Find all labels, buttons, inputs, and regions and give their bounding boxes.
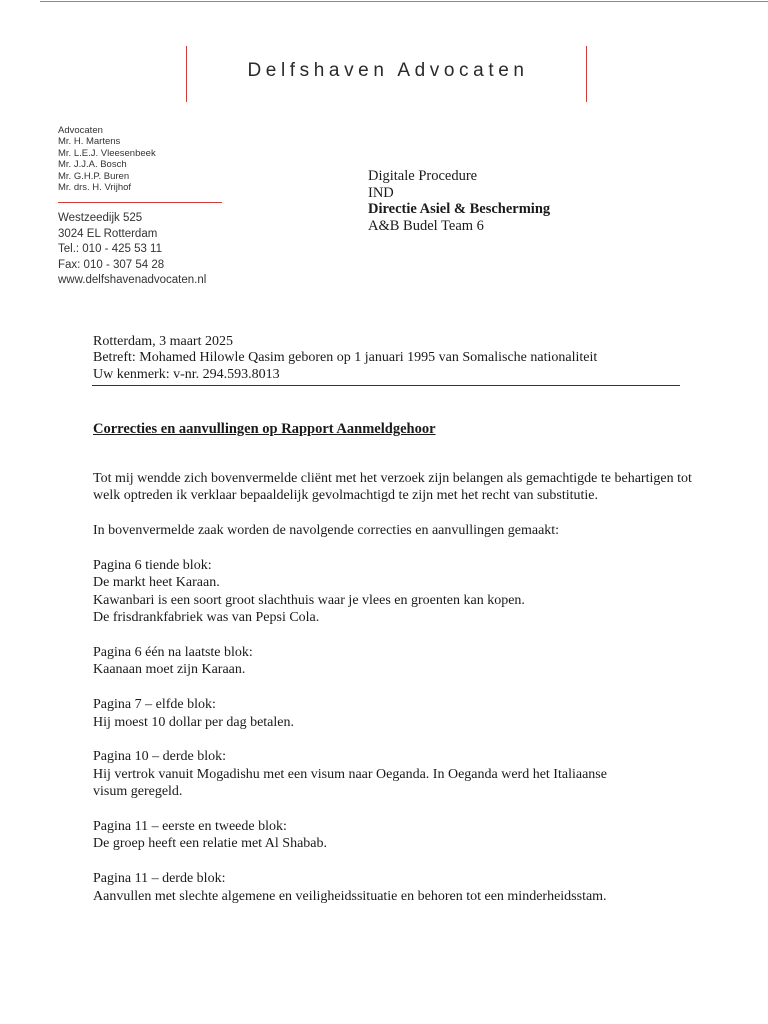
letter-heading: Correcties en aanvullingen op Rapport Aanmeldgehoor bbox=[93, 421, 436, 437]
correction-title: Pagina 6 tiende blok: bbox=[93, 558, 212, 573]
letter-meta bbox=[93, 334, 597, 383]
correction-line: Hij moest 10 dollar per dag betalen. bbox=[93, 714, 294, 730]
scan-edge-line bbox=[40, 1, 768, 2]
recipient-department: Directie Asiel & Bescherming bbox=[368, 201, 551, 218]
recipient-line: Digitale Procedure bbox=[368, 168, 478, 184]
correction-line: visum geregeld. bbox=[93, 784, 183, 800]
correction-block bbox=[93, 748, 693, 800]
phone-number: Tel.: 010 - 425 53 11 bbox=[58, 243, 162, 255]
correction-line: De groep heeft een relatie met Al Shabab. bbox=[93, 836, 328, 852]
correction-title: Pagina 7 – elfde blok: bbox=[93, 697, 216, 713]
partner-line: Advocaten bbox=[58, 125, 103, 136]
correction-line: Kawanbari is een soort groot slachthuis waar je vlees en groenten kan kopen. bbox=[93, 592, 525, 608]
partner-line: Mr. drs. H. Vrijhof bbox=[58, 182, 132, 194]
correction-title: Pagina 11 – eerste en tweede blok: bbox=[93, 819, 287, 835]
partner-line: Mr. J.J.A. Bosch bbox=[58, 159, 127, 171]
correction-title: Pagina 6 één na laatste blok: bbox=[93, 645, 253, 661]
correction-title: Pagina 10 – derde blok: bbox=[93, 749, 226, 765]
address-city: 3024 EL Rotterdam bbox=[58, 227, 158, 240]
fax-number: Fax: 010 - 307 54 28 bbox=[58, 258, 165, 271]
correction-block bbox=[93, 696, 693, 731]
correction-title: Pagina 11 – derde blok: bbox=[93, 871, 226, 887]
letterhead-divider bbox=[58, 202, 222, 203]
partner-line: Mr. G.H.P. Buren bbox=[58, 170, 130, 182]
recipient-team: A&B Budel Team 6 bbox=[368, 217, 484, 234]
correction-block bbox=[93, 644, 693, 679]
recipient-block bbox=[368, 168, 550, 234]
correction-line: Aanvullen met slechte algemene en veiligheidssituatie en behoren tot een minderheidsstam. bbox=[93, 888, 607, 904]
contact-block bbox=[58, 211, 206, 289]
correction-block bbox=[93, 870, 693, 905]
correction-line: De frisdrankfabriek was van Pepsi Cola. bbox=[93, 610, 320, 626]
intro-paragraph: Tot mij wendde zich bovenvermelde cliënt met het verzoek zijn belangen als gemachtigde te behartigen tot welk optreden ik verklaar bepaaldelijk gevolmachtigd te zijn met het recht van substitutie. bbox=[93, 471, 692, 504]
letter-body bbox=[93, 470, 693, 922]
partner-list bbox=[58, 125, 156, 193]
letterhead-right-bar bbox=[586, 46, 587, 102]
correction-block bbox=[93, 818, 693, 853]
meta-divider bbox=[92, 385, 680, 386]
lead-paragraph: In bovenvermelde zaak worden de navolgende correcties en aanvullingen gemaakt: bbox=[93, 523, 560, 539]
correction-line: Kaanaan moet zijn Karaan. bbox=[93, 662, 246, 678]
correction-block bbox=[93, 557, 693, 627]
website-link: www.delfshavenadvocaten.nl bbox=[58, 274, 207, 286]
correction-line: De markt heet Karaan. bbox=[93, 575, 220, 591]
letterhead-left-bar bbox=[186, 46, 187, 102]
correction-line: Hij vertrok vanuit Mogadishu met een visum naar Oeganda. In Oeganda werd het Italiaanse bbox=[93, 766, 607, 782]
partner-line: Mr. L.E.J. Vleesenbeek bbox=[58, 147, 156, 159]
address-street: Westzeedijk 525 bbox=[58, 212, 143, 224]
letter-subject: Betreft: Mohamed Hilowle Qasim geboren op 1 januari 1995 van Somalische nationaliteit bbox=[93, 350, 598, 366]
recipient-line: IND bbox=[368, 184, 394, 201]
firm-name: Delfshaven Advocaten bbox=[247, 60, 529, 81]
partner-line: Mr. H. Martens bbox=[58, 136, 121, 148]
letter-reference: Uw kenmerk: v-nr. 294.593.8013 bbox=[93, 366, 280, 382]
letter-date: Rotterdam, 3 maart 2025 bbox=[93, 334, 233, 349]
